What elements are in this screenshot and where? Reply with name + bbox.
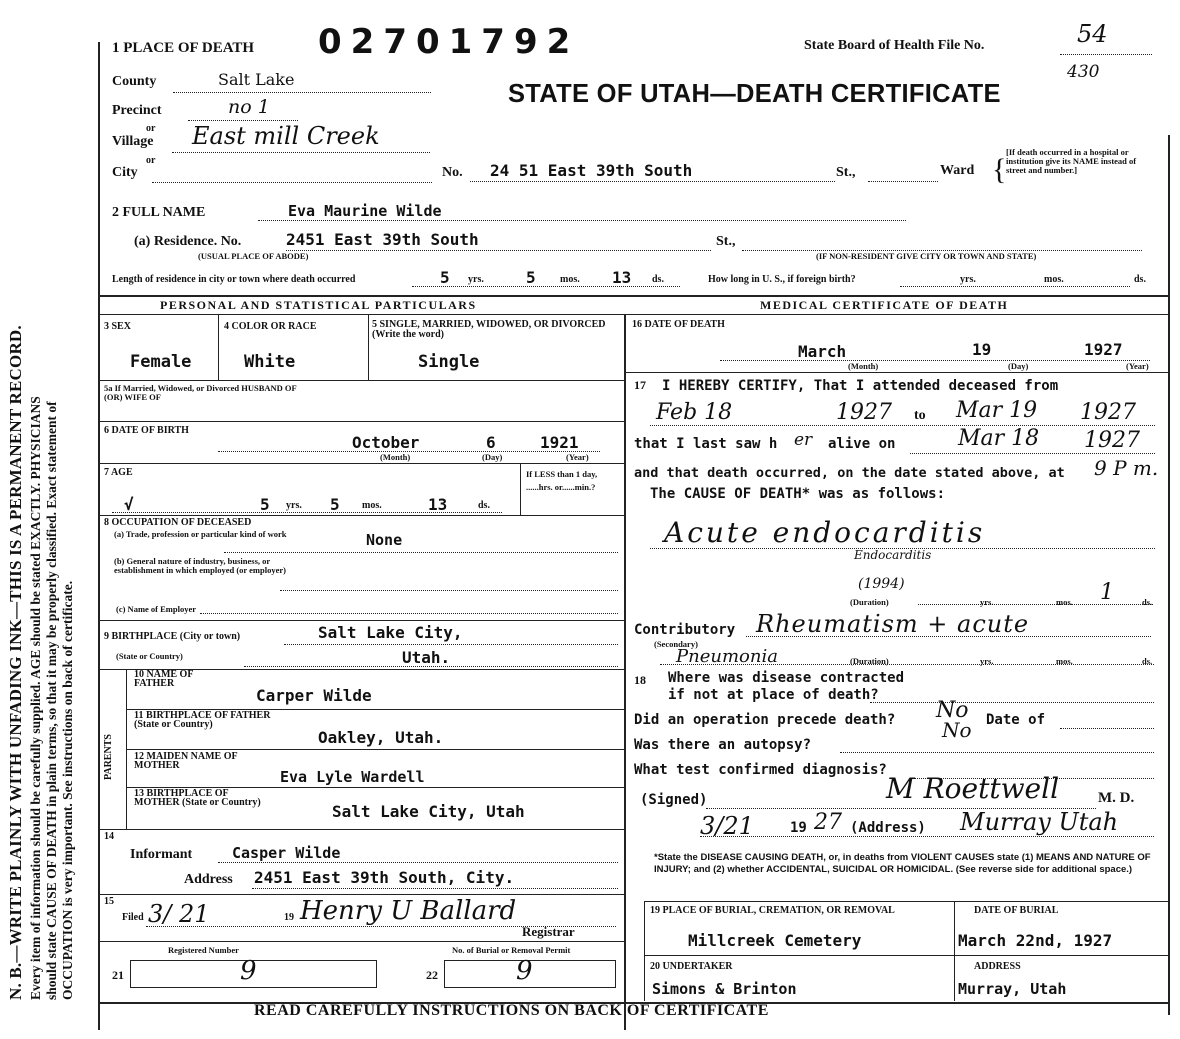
residence-label: (a) Residence. No. bbox=[134, 234, 242, 249]
city-line bbox=[152, 182, 432, 183]
undertaker: Simons & Brinton bbox=[652, 980, 797, 998]
dob-month: October bbox=[352, 433, 420, 452]
occurred-time: 9 P m. bbox=[1094, 456, 1159, 480]
attended-to: Mar 19 bbox=[956, 398, 1038, 423]
foreign-line bbox=[900, 286, 1130, 287]
certificate-title: STATE OF UTAH—DEATH CERTIFICATE bbox=[508, 80, 1001, 108]
filed-num: 15 bbox=[104, 896, 114, 907]
side-note-2: Every item of information should be carefully supplied. AGE should be stated EXACTLY. PHYSICIANS bbox=[28, 396, 43, 1000]
personal-section-title: PERSONAL AND STATISTICAL PARTICULARS bbox=[160, 298, 477, 312]
birthplace-state-label: (State or Country) bbox=[116, 651, 183, 661]
contracted-label-2: if not at place of death? bbox=[668, 687, 879, 703]
certify-text: I HEREBY CERTIFY, That I attended deceased from bbox=[662, 378, 1059, 394]
informant-line bbox=[218, 862, 618, 863]
birthplace-city: Salt Lake City, bbox=[318, 623, 463, 642]
precinct-label: Precinct bbox=[112, 103, 162, 118]
dur-value: 1 bbox=[1100, 580, 1114, 605]
duration-cap-2: (Duration) bbox=[850, 656, 889, 666]
side-note-3: should state CAUSE OF DEATH in plain terms, so that it may be properly classified. Exact statement of bbox=[44, 401, 59, 1000]
filed-date: 3/ 21 bbox=[148, 900, 210, 928]
date-of-line bbox=[1060, 728, 1154, 729]
cause-dur-year: (1994) bbox=[858, 576, 905, 592]
full-name-value: Eva Maurine Wilde bbox=[288, 202, 442, 220]
dob-day: 6 bbox=[486, 433, 496, 452]
side-instructions bbox=[6, 0, 76, 1000]
right-border bbox=[1168, 135, 1170, 1015]
father-bp-label: 11 BIRTHPLACE OF FATHER (State or Country) bbox=[134, 710, 271, 730]
contributory-line bbox=[746, 636, 1151, 637]
dod-month-cap: (Month) bbox=[848, 361, 879, 371]
occupation-line bbox=[224, 552, 618, 553]
marital-value: Single bbox=[418, 352, 480, 372]
attended-from-year: 1927 bbox=[836, 400, 892, 425]
section-rule bbox=[100, 295, 1168, 297]
occupation-label: 8 OCCUPATION OF DECEASED bbox=[104, 517, 252, 528]
duration-line bbox=[918, 604, 1153, 605]
age-yrs: 5 bbox=[260, 495, 270, 514]
informant-num: 14 bbox=[104, 831, 114, 842]
birthplace-label: 9 BIRTHPLACE (City or town) bbox=[104, 631, 241, 642]
village-line bbox=[172, 152, 430, 153]
file-number-sub: 430 bbox=[1067, 62, 1100, 82]
num-21: 21 bbox=[112, 968, 124, 982]
foreign-mos: mos. bbox=[1044, 274, 1064, 285]
date-of-label: Date of bbox=[986, 712, 1046, 728]
length-ds-unit: ds. bbox=[652, 274, 664, 285]
usual-place-caption: (USUAL PLACE OF ABODE) bbox=[198, 251, 309, 261]
filed-year-prefix: 19 bbox=[284, 912, 294, 923]
burial-permit-value: 9 bbox=[516, 956, 533, 986]
or-1: or bbox=[146, 123, 156, 134]
dod-year: 1927 bbox=[1084, 340, 1123, 359]
hospital-note: [If death occurred in a hospital or institution give its NAME instead of street and number.] bbox=[1006, 147, 1137, 175]
age-label: 7 AGE bbox=[104, 467, 133, 478]
physician-address: Murray Utah bbox=[960, 808, 1119, 836]
birthplace-line bbox=[284, 644, 618, 645]
nonresident-caption: (IF NON-RESIDENT GIVE CITY OR TOWN AND STATE) bbox=[816, 251, 1037, 261]
age-div bbox=[520, 463, 521, 515]
rule-l bbox=[100, 941, 624, 942]
employer-label: (c) Name of Employer bbox=[116, 604, 197, 614]
address-line bbox=[700, 836, 1154, 837]
residence-line bbox=[286, 250, 711, 251]
sign-year-prefix: 19 bbox=[790, 820, 807, 836]
dur-mos-2: mos. bbox=[1056, 656, 1073, 666]
file-number: 54 bbox=[1077, 20, 1108, 48]
reg-num-label: Registered Number bbox=[168, 945, 239, 955]
dob-label: 6 DATE OF BIRTH bbox=[104, 425, 189, 436]
informant-label: Informant bbox=[130, 847, 193, 862]
center-divider bbox=[624, 314, 626, 1030]
rule-j bbox=[100, 829, 624, 830]
foreign-ds: ds. bbox=[1134, 274, 1146, 285]
medical-section-title: MEDICAL CERTIFICATE OF DEATH bbox=[760, 298, 1009, 312]
contributory-2-line bbox=[660, 664, 1154, 665]
informant-address-line bbox=[252, 888, 618, 889]
parents-label: PARENTS bbox=[103, 734, 114, 780]
dod-day-cap: (Day) bbox=[1008, 361, 1029, 371]
autopsy-answer: No bbox=[942, 718, 972, 742]
rule-c bbox=[100, 463, 624, 464]
section-rule-2 bbox=[100, 314, 1168, 315]
burial-place: Millcreek Cemetery bbox=[688, 931, 862, 950]
burial-mid bbox=[954, 901, 955, 1001]
birthplace-state: Utah. bbox=[402, 648, 451, 667]
dod-day: 19 bbox=[972, 340, 992, 359]
file-no-line bbox=[1060, 54, 1152, 55]
side-note-4: OCCUPATION is very important. See instructions on back of certificate. bbox=[60, 580, 75, 1000]
burial-date: March 22nd, 1927 bbox=[958, 931, 1113, 950]
signed-label: (Signed) bbox=[640, 792, 708, 808]
informant-address-label: Address bbox=[184, 872, 233, 887]
contracted-label: Where was disease contracted bbox=[668, 670, 905, 686]
street-line bbox=[470, 181, 835, 182]
autopsy-label: Was there an autopsy? bbox=[634, 737, 812, 753]
test-label: What test confirmed diagnosis? bbox=[634, 762, 887, 778]
rule-h bbox=[126, 749, 624, 750]
sign-year: 27 bbox=[814, 810, 842, 835]
rule-e bbox=[100, 620, 624, 621]
address-label: (Address) bbox=[850, 820, 926, 836]
residence-value: 2451 East 39th South bbox=[286, 230, 479, 249]
length-mos-unit: mos. bbox=[560, 274, 580, 285]
cause-instructions: *State the DISEASE CAUSING DEATH, or, in deaths from VIOLENT CAUSES state (1) MEANS AND NATURE OF INJURY; and (2) whether ACCIDENTAL, SUICIDAL OR HOMICIDAL. (See reverse side for additional space.) bbox=[654, 852, 1151, 875]
county-line bbox=[173, 92, 431, 93]
attended-line bbox=[650, 425, 1155, 426]
age-check: √ bbox=[124, 495, 134, 514]
occupation-b-line bbox=[280, 590, 618, 591]
dur-mos: mos. bbox=[1056, 597, 1073, 607]
foreign-yrs: yrs. bbox=[960, 274, 976, 285]
occupation-a-label: (a) Trade, profession or particular kind of work bbox=[114, 529, 287, 539]
alive-date: Mar 18 bbox=[958, 426, 1040, 451]
alive-on-label: alive on bbox=[828, 436, 896, 452]
rule-o bbox=[644, 955, 1168, 956]
contributory-2: Pneumonia bbox=[676, 646, 778, 667]
or-2: or bbox=[146, 155, 156, 166]
county-value: Salt Lake bbox=[218, 70, 295, 89]
left-margin-line bbox=[98, 42, 100, 1030]
rule-k bbox=[100, 894, 624, 895]
rule-a bbox=[100, 380, 624, 381]
place-of-death-label: 1 PLACE OF DEATH bbox=[112, 40, 255, 56]
full-name-label: 2 FULL NAME bbox=[112, 205, 206, 220]
foreign-label: How long in U. S., if foreign birth? bbox=[708, 274, 856, 285]
age-ds: 13 bbox=[428, 495, 448, 514]
side-note-1: N. B.—WRITE PLAINLY WITH UNFADING INK—THIS IS A PERMANENT RECORD. bbox=[6, 325, 25, 1000]
contributory-label: Contributory bbox=[634, 622, 736, 638]
dob-day-cap: (Day) bbox=[482, 452, 503, 462]
sex-label: 3 SEX bbox=[104, 321, 131, 332]
birthplace-state-line bbox=[244, 666, 618, 667]
city-label: City bbox=[112, 165, 138, 180]
certificate-number: 02701792 bbox=[318, 22, 580, 62]
precinct-value: no 1 bbox=[228, 96, 270, 118]
rule-b bbox=[100, 421, 624, 422]
alive-line bbox=[910, 453, 1155, 454]
dob-month-cap: (Month) bbox=[380, 452, 411, 462]
dob-year: 1921 bbox=[540, 433, 579, 452]
full-name-line bbox=[258, 220, 906, 221]
reg-num-value: 9 bbox=[240, 956, 257, 986]
age-mos-unit: mos. bbox=[362, 500, 382, 511]
div-sex bbox=[218, 314, 219, 380]
burial-permit-label: No. of Burial or Removal Permit bbox=[452, 945, 571, 955]
mother-bp-label: 13 BIRTHPLACE OF MOTHER (State or Country) bbox=[134, 788, 261, 808]
attended-from: Feb 18 bbox=[656, 400, 733, 425]
occupation-value: None bbox=[366, 531, 403, 549]
last-saw-label: that I last saw h bbox=[634, 436, 778, 452]
div-color bbox=[368, 314, 369, 380]
md-label: M. D. bbox=[1098, 790, 1135, 806]
undertaker-label: 20 UNDERTAKER bbox=[650, 961, 733, 972]
county-label: County bbox=[112, 74, 157, 89]
dur-ds-2: ds. bbox=[1142, 656, 1153, 666]
street-st-label: St., bbox=[836, 165, 856, 180]
father-value: Carper Wilde bbox=[256, 686, 372, 705]
length-ds: 13 bbox=[612, 268, 632, 287]
father-bp-value: Oakley, Utah. bbox=[318, 728, 444, 747]
mother-bp-value: Salt Lake City, Utah bbox=[332, 802, 525, 821]
attended-to-year: 1927 bbox=[1080, 400, 1136, 425]
age-ds-unit: ds. bbox=[478, 500, 490, 511]
precinct-line bbox=[188, 120, 298, 121]
less-than: If LESS than 1 day, ......hrs. or......min.? bbox=[526, 469, 598, 492]
dur-yrs: yrs. bbox=[980, 597, 994, 607]
village-value: East mill Creek bbox=[192, 122, 380, 150]
rule-n bbox=[644, 901, 1168, 902]
rule-d bbox=[100, 515, 624, 516]
operation-label: Did an operation precede death? bbox=[634, 712, 896, 728]
alive-year: 1927 bbox=[1084, 428, 1140, 453]
num-22: 22 bbox=[426, 968, 438, 982]
undertaker-address: Murray, Utah bbox=[958, 980, 1067, 998]
cause-note: Endocarditis bbox=[854, 548, 932, 562]
street-no-label: No. bbox=[442, 165, 463, 180]
dod-year-cap: (Year) bbox=[1126, 361, 1149, 371]
age-line bbox=[112, 512, 502, 513]
n18: 18 bbox=[634, 673, 646, 687]
dod-month: March bbox=[798, 342, 847, 361]
mother-value: Eva Lyle Wardell bbox=[280, 768, 425, 786]
mother-label: 12 MAIDEN NAME OF MOTHER bbox=[134, 751, 238, 771]
physician-signature: M Roettwell bbox=[886, 772, 1060, 805]
ward-line bbox=[868, 181, 938, 182]
informant-value: Casper Wilde bbox=[232, 844, 341, 862]
registrar-label: Registrar bbox=[522, 924, 575, 939]
village-label: Village bbox=[112, 134, 154, 149]
length-mos: 5 bbox=[526, 268, 536, 287]
board-file-label: State Board of Health File No. bbox=[804, 38, 985, 53]
burial-left bbox=[644, 901, 645, 1001]
contracted-line bbox=[870, 702, 1154, 703]
filed-label: Filed bbox=[122, 912, 144, 923]
length-yrs-unit: yrs. bbox=[468, 274, 484, 285]
street-value: 24 51 East 39th South bbox=[490, 161, 693, 180]
operation-answer: No bbox=[936, 698, 969, 723]
occurred-label: and that death occurred, on the date stated above, at bbox=[634, 465, 1065, 481]
informant-address: 2451 East 39th South, City. bbox=[254, 868, 515, 887]
registrar-signature: Henry U Ballard bbox=[300, 896, 517, 926]
occupation-b-label: (b) General nature of industry, business, or establishment in which employed (or employer) bbox=[114, 556, 286, 575]
brace: { bbox=[992, 153, 1007, 186]
to-label: to bbox=[914, 408, 926, 423]
dur-ds: ds. bbox=[1142, 597, 1153, 607]
father-label: 10 NAME OF FATHER bbox=[134, 669, 194, 689]
cause-label: The CAUSE OF DEATH* was as follows: bbox=[650, 486, 946, 502]
sex-value: Female bbox=[130, 352, 192, 372]
color-value: White bbox=[244, 352, 296, 372]
age-mos: 5 bbox=[330, 495, 340, 514]
duration-cap: (Duration) bbox=[850, 597, 889, 607]
contributory-value: Rheumatism + acute bbox=[756, 610, 1030, 638]
marital-label: 5 SINGLE, MARRIED, WIDOWED, OR DIVORCED (Write the word) bbox=[372, 319, 606, 340]
last-saw-fill: er bbox=[794, 430, 813, 450]
cause-value: Acute endocarditis bbox=[664, 516, 986, 549]
employer-line bbox=[200, 613, 618, 614]
undertaker-address-label: ADDRESS bbox=[974, 961, 1021, 972]
length-residence-label: Length of residence in city or town where death occurred bbox=[112, 274, 356, 285]
burial-place-label: 19 PLACE OF BURIAL, CREMATION, OR REMOVAL bbox=[650, 905, 895, 916]
age-yrs-unit: yrs. bbox=[286, 500, 302, 511]
burial-date-label: DATE OF BURIAL bbox=[974, 905, 1059, 916]
dod-line bbox=[720, 360, 1150, 361]
ward-label: Ward bbox=[940, 163, 975, 178]
rule-m bbox=[626, 372, 1168, 373]
sign-date: 3/21 bbox=[700, 812, 754, 840]
residence-st-label: St., bbox=[716, 234, 736, 249]
color-label: 4 COLOR OR RACE bbox=[224, 321, 317, 332]
husband-label: 5a If Married, Widowed, or Divorced HUSBAND OF (OR) WIFE OF bbox=[104, 383, 297, 402]
dod-label: 16 DATE OF DEATH bbox=[632, 319, 725, 330]
n17: 17 bbox=[634, 378, 646, 392]
footer-instructions: READ CAREFULLY INSTRUCTIONS ON BACK OF CERTIFICATE bbox=[254, 1002, 769, 1019]
secondary-cap: (Secondary) bbox=[654, 639, 698, 649]
length-yrs: 5 bbox=[440, 268, 450, 287]
autopsy-line bbox=[840, 752, 1154, 753]
dob-year-cap: (Year) bbox=[566, 452, 589, 462]
length-line bbox=[412, 286, 680, 287]
dur-yrs-2: yrs. bbox=[980, 656, 994, 666]
